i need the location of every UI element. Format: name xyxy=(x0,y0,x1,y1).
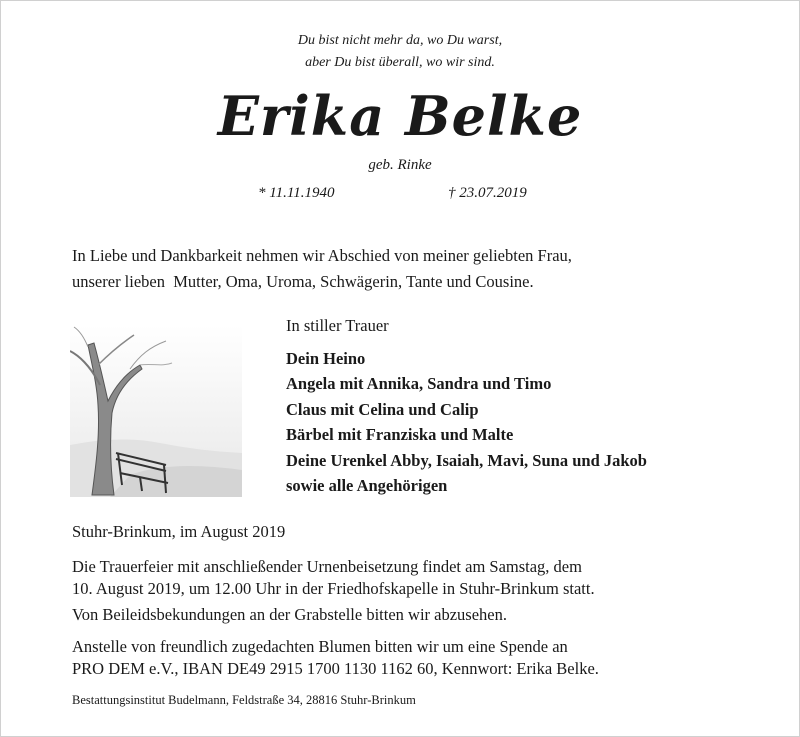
place-date: Stuhr-Brinkum, im August 2019 xyxy=(72,522,286,541)
birth-name: geb. Rinke xyxy=(368,157,432,173)
motto-line-1: Du bist nicht mehr da, wo Du warst, xyxy=(297,33,503,48)
tree-bench-illustration xyxy=(70,325,242,497)
service-line-1: Die Trauerfeier mit anschließender Urnenbeisetzung findet am Samstag, dem xyxy=(72,557,582,576)
family-member: Bärbel mit Franziska und Malte xyxy=(286,425,514,445)
funeral-home-footer: Bestattungsinstitut Budelmann, Feldstraße 34, 28816 Stuhr-Brinkum xyxy=(72,693,416,707)
family-member: Dein Heino xyxy=(286,349,366,368)
family-member: Angela mit Annika, Sandra und Timo xyxy=(286,374,552,394)
birth-date: * 11.11.1940 xyxy=(258,185,335,201)
service-text xyxy=(72,556,727,600)
family-member: Deine Urenkel Abby, Isaiah, Mavi, Suna und Jakob xyxy=(286,450,647,470)
intro-line-2: unserer lieben Mutter, Oma, Uroma, Schwägerin, Tante und Cousine. xyxy=(72,272,534,291)
motto-line-2: aber Du bist überall, wo wir sind. xyxy=(305,55,495,70)
intro-text xyxy=(72,243,732,295)
service-line-2: 10. August 2019, um 12.00 Uhr in der Friedhofskapelle in Stuhr-Brinkum statt. xyxy=(72,579,595,598)
family-list xyxy=(286,346,647,498)
donation-line-2: PRO DEM e.V., IBAN DE49 2915 1700 1130 1162 60, Kennwort: Erika Belke. xyxy=(72,659,599,678)
donation-line-1: Anstelle von freundlich zugedachten Blumen bitten wir um eine Spende an xyxy=(72,637,568,656)
family-member: Claus mit Celina und Calip xyxy=(286,399,479,419)
deceased-name: Erika Belke xyxy=(217,84,583,148)
motto xyxy=(0,30,800,74)
donation-text xyxy=(72,636,727,680)
death-date: † 23.07.2019 xyxy=(448,185,527,201)
family-member: sowie alle Angehörigen xyxy=(286,476,448,496)
condolence-text: Von Beileidsbekundungen an der Grabstelle bitten wir abzusehen. xyxy=(72,605,507,624)
intro-line-1: In Liebe und Dankbarkeit nehmen wir Abschied von meiner geliebten Frau, xyxy=(72,246,572,265)
mourning-label: In stiller Trauer xyxy=(286,316,389,335)
